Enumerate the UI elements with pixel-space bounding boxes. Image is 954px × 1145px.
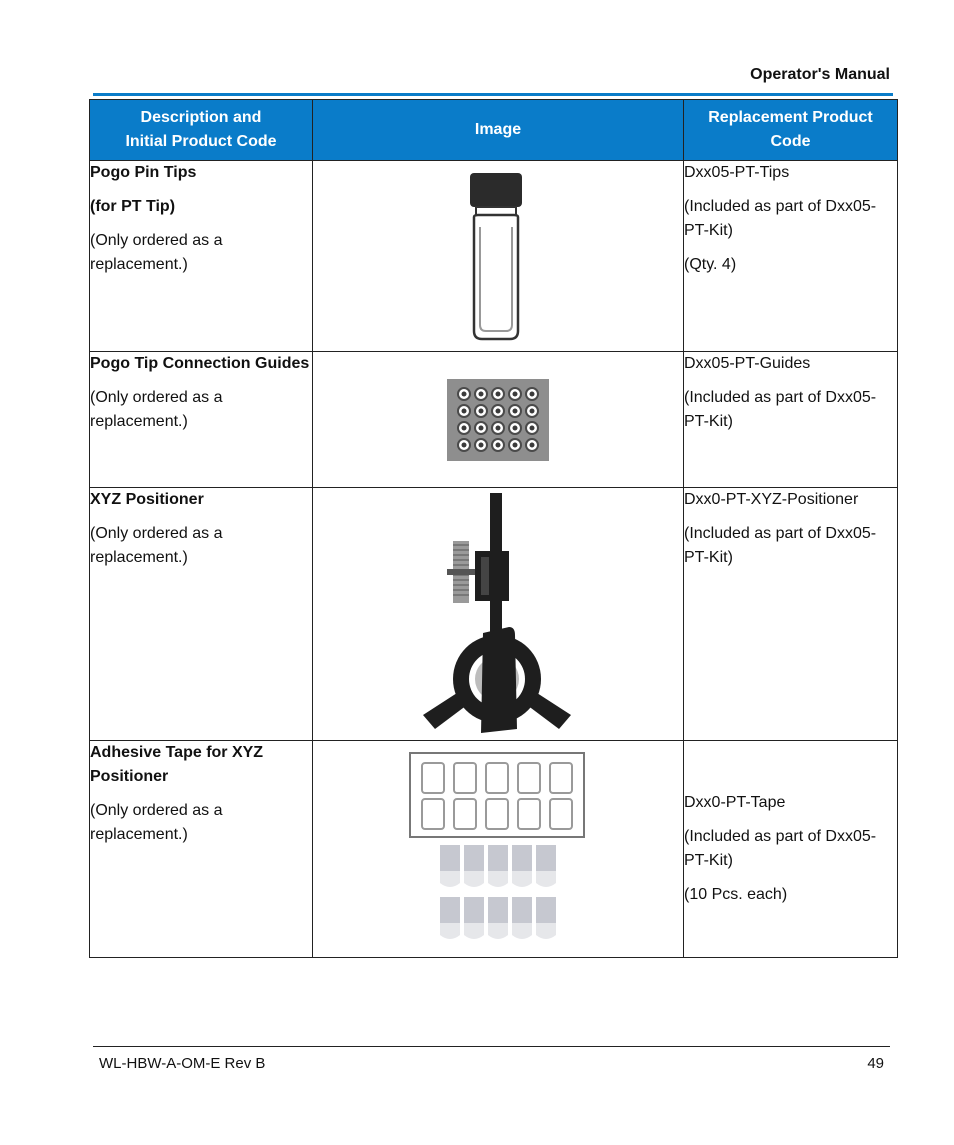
row-replacement-code <box>684 161 898 352</box>
item-note: (Only ordered as a replacement.) <box>90 389 223 430</box>
connection-guide-plate-icon <box>447 379 549 461</box>
quantity-note: (Qty. 4) <box>684 256 737 273</box>
header-rule <box>93 93 893 96</box>
quantity-note: (10 Pcs. each) <box>684 886 788 903</box>
row-description <box>90 488 313 741</box>
table-row <box>90 352 898 488</box>
item-name: XYZ Positioner <box>90 491 204 508</box>
table-row <box>90 488 898 741</box>
item-subname: (for PT Tip) <box>90 198 176 215</box>
replacement-parts-table <box>89 99 898 958</box>
item-name: Pogo Tip Connection Guides <box>90 355 310 372</box>
included-note: (Included as part of Dxx05-PT-Kit) <box>684 198 877 239</box>
product-code: Dxx0-PT-XYZ-Positioner <box>684 491 859 508</box>
column-header-description-line2: Initial Product Code <box>125 133 277 150</box>
table-header-row <box>90 100 898 161</box>
included-note: (Included as part of Dxx05-PT-Kit) <box>684 389 877 430</box>
item-note: (Only ordered as a replacement.) <box>90 525 223 566</box>
row-description <box>90 352 313 488</box>
row-image <box>313 161 684 352</box>
row-image <box>313 352 684 488</box>
row-image <box>313 741 684 958</box>
column-header-image: Image <box>313 100 684 161</box>
row-replacement-code <box>684 488 898 741</box>
row-replacement-code <box>684 352 898 488</box>
item-note: (Only ordered as a replacement.) <box>90 802 223 843</box>
product-code: Dxx0-PT-Tape <box>684 794 786 811</box>
column-header-description <box>90 100 313 161</box>
table-row <box>90 161 898 352</box>
included-note: (Included as part of Dxx05-PT-Kit) <box>684 828 877 869</box>
product-code: Dxx05-PT-Tips <box>684 164 790 181</box>
adhesive-tape-sheet-icon <box>408 751 588 953</box>
footer-page-number: 49 <box>867 1055 884 1072</box>
footer-document-id: WL-HBW-A-OM-E Rev B <box>99 1055 266 1072</box>
row-image <box>313 488 684 741</box>
page-header-title: Operator's Manual <box>750 66 890 83</box>
xyz-positioner-icon <box>413 493 583 737</box>
table-row <box>90 741 898 958</box>
included-note: (Included as part of Dxx05-PT-Kit) <box>684 525 877 566</box>
column-header-replacement-line2: Code <box>770 133 811 150</box>
item-note: (Only ordered as a replacement.) <box>90 232 223 273</box>
item-name: Pogo Pin Tips <box>90 164 197 181</box>
row-description <box>90 741 313 958</box>
column-header-description-line1: Description and <box>140 109 262 126</box>
row-replacement-code <box>684 741 898 958</box>
vial-icon <box>468 171 528 343</box>
product-code: Dxx05-PT-Guides <box>684 355 811 372</box>
footer-rule <box>93 1046 890 1047</box>
column-header-replacement-line1: Replacement Product <box>708 109 873 126</box>
item-name: Adhesive Tape for XYZ Positioner <box>90 744 264 785</box>
row-description <box>90 161 313 352</box>
column-header-replacement <box>684 100 898 161</box>
